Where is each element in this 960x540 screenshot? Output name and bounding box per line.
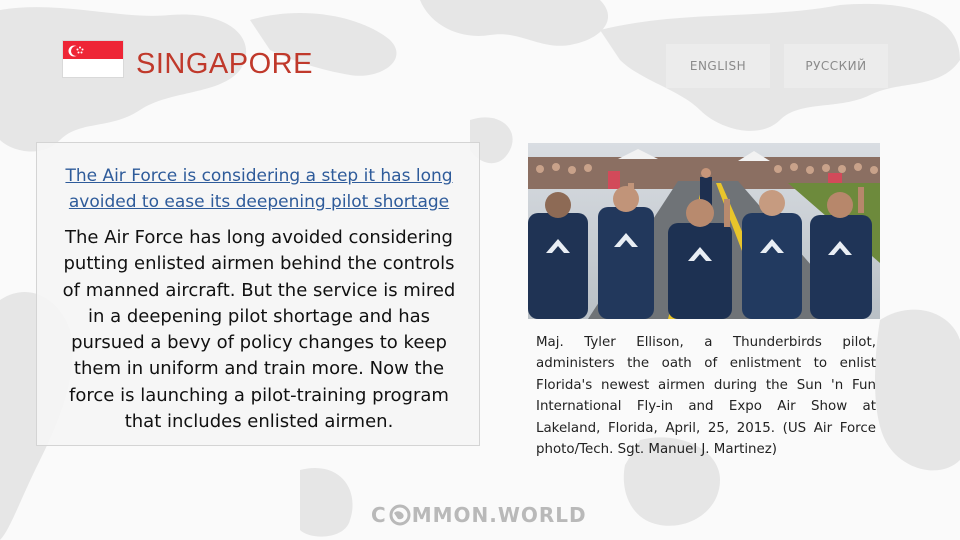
country-title: SINGAPORE [136,48,313,80]
photo-caption: Maj. Tyler Ellison, a Thunderbirds pilot, administers the oath of enlistment to enlist Florida's newest airmen during the Sun 'n Fun International Fly-in and Expo Air Show at Lakeland, Florida, April, 25, 2015. (US Air Force photo/Tech. Sgt. Manuel J. Martinez) [536,335,876,458]
logo-text-mmon: MMON [411,503,490,527]
article-photo [528,143,880,319]
logo-text-world: WORLD [497,503,587,527]
singapore-flag-icon [62,40,124,78]
logo-letter-c: C [371,503,387,527]
article-card [36,142,480,446]
language-russian-button[interactable]: РУССКИЙ [784,44,888,88]
common-world-logo [371,502,591,528]
globe-icon [389,504,411,526]
article-body: The Air Force has long avoided considering putting enlisted airmen behind the controls of manned aircraft. But the service is mired in a deepening pilot shortage and has pursued a bevy of policy changes to keep them in uniform and train more. Now the force is launching a pilot-training program that includes enlisted airmen. [62,227,456,433]
article-headline-link[interactable]: The Air Force is considering a step it has long avoided to ease its deepening pilot shortage [65,166,453,212]
language-english-button[interactable]: ENGLISH [666,44,770,88]
logo-dot: . [489,503,498,527]
